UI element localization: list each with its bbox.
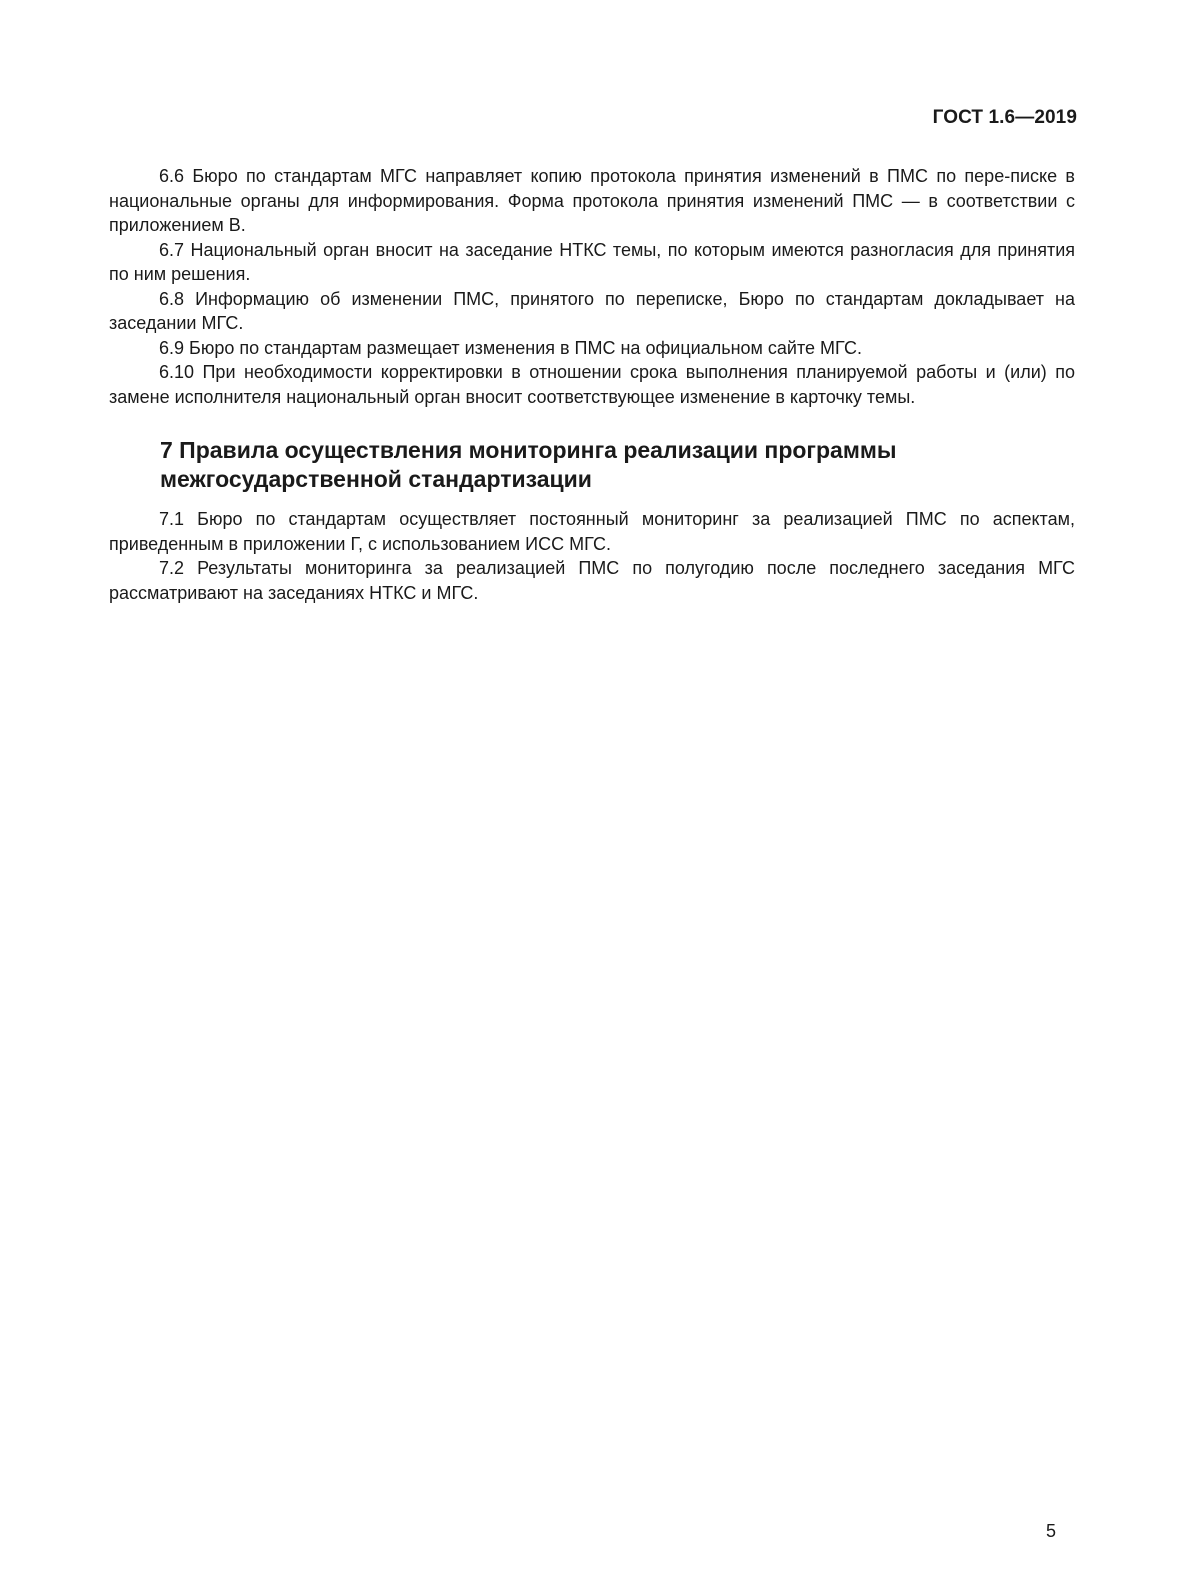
paragraph-6-10: 6.10 При необходимости корректировки в отношении срока выполнения планируемой работы и (или) по замене исполнителя национальный орган вносит соответствующее изменение в карточку темы. [109, 362, 1075, 407]
paragraph-6-7: 6.7 Национальный орган вносит на заседание НТКС темы, по которым имеются разногласия для принятия по ним решения. [109, 239, 1075, 284]
section-7-heading: 7 Правила осуществления мониторинга реализации программы межгосударственной стандартизации [160, 437, 897, 492]
page-number: 5 [1045, 1521, 1056, 1541]
paragraph-6-9: 6.9 Бюро по стандартам размещает изменения в ПМС на официальном сайте МГС. [159, 337, 862, 358]
page-content [109, 164, 1075, 605]
paragraph-7-1: 7.1 Бюро по стандартам осуществляет постоянный мониторинг за реализацией ПМС по аспектам, приведенным в приложении Г, с использованием ИСС МГС. [109, 509, 1075, 554]
paragraph-7-2: 7.2 Результаты мониторинга за реализацией ПМС по полугодию после последнего заседания МГС рассматривают на заседаниях НТКС и МГС. [109, 558, 1075, 603]
document-code-header: ГОСТ 1.6—2019 [932, 107, 1077, 128]
paragraph-6-6: 6.6 Бюро по стандартам МГС направляет копию протокола принятия изменений в ПМС по пере-писке в национальные органы для информирования. Форма протокола принятия изменений ПМС — в соответствии с приложением В. [109, 166, 1075, 235]
paragraph-6-8: 6.8 Информацию об изменении ПМС, принятого по переписке, Бюро по стандартам докладывает на заседании МГС. [109, 288, 1075, 333]
